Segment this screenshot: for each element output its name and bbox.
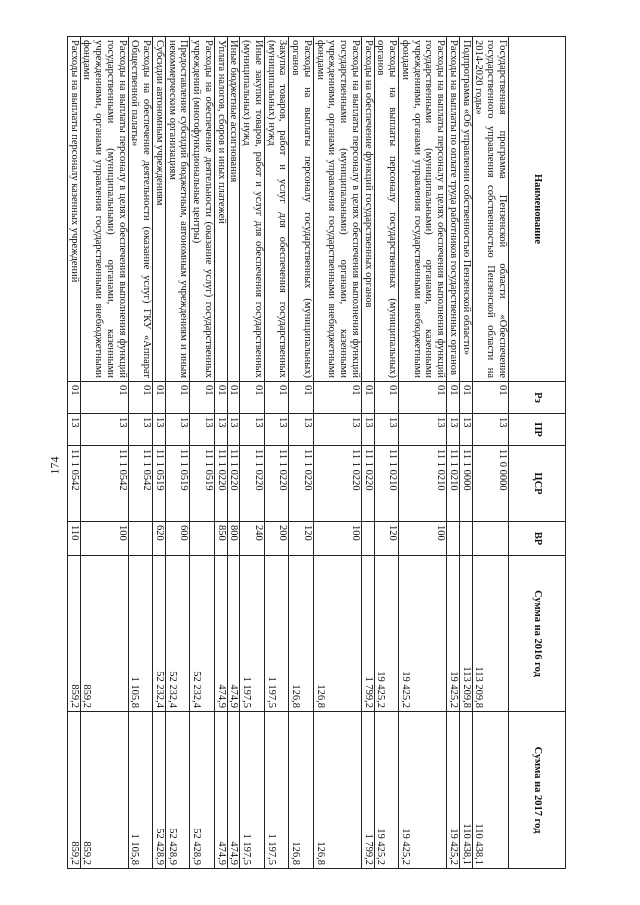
cell-name: Расходы на выплаты персоналу государственных (муниципальных) органов xyxy=(374,37,399,382)
table-row xyxy=(80,37,128,869)
cell-name: Расходы на обеспечение деятельности (оказание услуг) государственных учреждений (многофункциональные центры) xyxy=(190,37,215,382)
cell-sum-2017: 126,8 xyxy=(314,712,362,869)
cell-sum-2016: 19 425,2 xyxy=(399,556,447,712)
cell-pr: 13 xyxy=(215,414,228,446)
header-rz: Рз xyxy=(509,382,566,414)
cell-pr: 13 xyxy=(265,414,290,446)
cell-vr: 120 xyxy=(289,522,314,556)
cell-name: Расходы на выплаты персоналу казенных учреждений xyxy=(68,37,81,382)
cell-sum-2017: 110 438,1 xyxy=(460,712,473,869)
cell-vr: 100 xyxy=(80,522,128,556)
table-row xyxy=(240,37,265,869)
cell-sum-2016: 52 232,4 xyxy=(190,556,215,712)
cell-vr xyxy=(128,522,153,556)
header-vr: ВР xyxy=(509,522,566,556)
cell-sum-2016: 859,2 xyxy=(80,556,128,712)
cell-csr: 11 1 0210 xyxy=(374,446,399,522)
cell-sum-2016: 19 425,2 xyxy=(447,556,460,712)
cell-csr: 11 1 0210 xyxy=(399,446,447,522)
cell-pr: 13 xyxy=(68,414,81,446)
cell-name: Расходы на обеспечение функций государственных органов xyxy=(362,37,375,382)
cell-name: Субсидии автономным учреждениям xyxy=(153,37,166,382)
table-body xyxy=(68,37,509,869)
cell-pr: 13 xyxy=(166,414,191,446)
budget-table xyxy=(67,36,566,869)
cell-sum-2016: 126,8 xyxy=(314,556,362,712)
cell-rz: 01 xyxy=(447,382,460,414)
cell-name: Иные бюджетные ассигнования xyxy=(227,37,240,382)
cell-sum-2017: 52 428,9 xyxy=(153,712,166,869)
cell-sum-2016: 52 232,4 xyxy=(153,556,166,712)
table-row xyxy=(128,37,153,869)
table-row xyxy=(166,37,191,869)
table-row xyxy=(362,37,375,869)
cell-rz: 01 xyxy=(399,382,447,414)
cell-sum-2017: 52 428,9 xyxy=(190,712,215,869)
cell-rz: 01 xyxy=(362,382,375,414)
cell-sum-2017: 1 105,8 xyxy=(128,712,153,869)
cell-vr xyxy=(362,522,375,556)
cell-pr: 13 xyxy=(460,414,473,446)
cell-sum-2017: 19 425,2 xyxy=(374,712,399,869)
cell-pr: 13 xyxy=(128,414,153,446)
cell-pr: 13 xyxy=(472,414,508,446)
page-number: 174 xyxy=(47,456,62,475)
cell-rz: 01 xyxy=(314,382,362,414)
header-csr: ЦСР xyxy=(509,446,566,522)
cell-sum-2017: 110 438,1 xyxy=(472,712,508,869)
cell-sum-2017: 474,9 xyxy=(227,712,240,869)
cell-rz: 01 xyxy=(190,382,215,414)
cell-rz: 01 xyxy=(215,382,228,414)
cell-rz: 01 xyxy=(265,382,290,414)
cell-csr: 11 1 0220 xyxy=(265,446,290,522)
cell-rz: 01 xyxy=(68,382,81,414)
cell-sum-2017: 1 197,5 xyxy=(240,712,265,869)
cell-sum-2016: 859,2 xyxy=(68,556,81,712)
cell-sum-2016: 113 209,8 xyxy=(472,556,508,712)
header-sum-2017: Сумма на 2017 год xyxy=(509,712,566,869)
cell-sum-2016: 113 209,8 xyxy=(460,556,473,712)
cell-vr: 200 xyxy=(265,522,290,556)
cell-name: Расходы на обеспечение деятельности (оказание услуг) ГКУ «Аппарат Общественной палаты» xyxy=(128,37,153,382)
table-row xyxy=(153,37,166,869)
cell-rz: 01 xyxy=(166,382,191,414)
cell-sum-2016: 1 197,5 xyxy=(240,556,265,712)
cell-rz: 01 xyxy=(472,382,508,414)
cell-sum-2016: 1 197,5 xyxy=(265,556,290,712)
cell-pr: 13 xyxy=(240,414,265,446)
cell-name: Подпрограмма «Об управлении собственностью Пензенской области» xyxy=(460,37,473,382)
cell-name: Иные закупки товаров, работ и услуг для обеспечения государственных (муниципальных) нужд xyxy=(240,37,265,382)
table-header-row xyxy=(509,37,566,869)
cell-pr: 13 xyxy=(190,414,215,446)
cell-sum-2017: 19 425,2 xyxy=(447,712,460,869)
cell-rz: 01 xyxy=(240,382,265,414)
cell-vr: 800 xyxy=(227,522,240,556)
table-row xyxy=(374,37,399,869)
cell-vr xyxy=(460,522,473,556)
cell-vr: 620 xyxy=(153,522,166,556)
cell-sum-2016: 126,8 xyxy=(289,556,314,712)
cell-rz: 01 xyxy=(289,382,314,414)
cell-csr: 11 1 0220 xyxy=(240,446,265,522)
cell-csr: 11 0 0000 xyxy=(472,446,508,522)
table-row xyxy=(289,37,314,869)
cell-name: Расходы на выплаты по оплате труда работников государственных органов xyxy=(447,37,460,382)
cell-vr: 240 xyxy=(240,522,265,556)
cell-sum-2016: 474,9 xyxy=(227,556,240,712)
cell-csr: 11 1 0220 xyxy=(362,446,375,522)
table-row xyxy=(227,37,240,869)
cell-csr: 11 1 0210 xyxy=(447,446,460,522)
cell-vr: 100 xyxy=(314,522,362,556)
cell-sum-2017: 474,9 xyxy=(215,712,228,869)
header-pr: ПР xyxy=(509,414,566,446)
table-row xyxy=(447,37,460,869)
cell-vr: 120 xyxy=(374,522,399,556)
cell-csr: 11 1 0220 xyxy=(314,446,362,522)
cell-pr: 13 xyxy=(362,414,375,446)
cell-sum-2017: 1 197,5 xyxy=(265,712,290,869)
cell-pr: 13 xyxy=(80,414,128,446)
table-row xyxy=(190,37,215,869)
cell-pr: 13 xyxy=(153,414,166,446)
cell-name: Расходы на выплаты персоналу государственных (муниципальных) органов xyxy=(289,37,314,382)
cell-vr xyxy=(472,522,508,556)
cell-pr: 13 xyxy=(399,414,447,446)
cell-name: Расходы на выплаты персоналу в целях обеспечения выполнения функций государственными (муниципальными) органами, казенными учреждениями, органами управления государственными внебюджетными фондами xyxy=(314,37,362,382)
cell-csr: 11 1 0000 xyxy=(460,446,473,522)
cell-csr: 11 1 0519 xyxy=(190,446,215,522)
cell-name: Закупка товаров, работ и услуг для обеспечения государственных (муниципальных) нужд xyxy=(265,37,290,382)
cell-sum-2016: 1 105,8 xyxy=(128,556,153,712)
cell-vr xyxy=(190,522,215,556)
cell-rz: 01 xyxy=(128,382,153,414)
cell-rz: 01 xyxy=(374,382,399,414)
cell-csr: 11 1 0519 xyxy=(153,446,166,522)
cell-sum-2016: 19 425,2 xyxy=(374,556,399,712)
cell-sum-2017: 126,8 xyxy=(289,712,314,869)
table-row xyxy=(265,37,290,869)
cell-rz: 01 xyxy=(153,382,166,414)
cell-csr: 11 1 0542 xyxy=(80,446,128,522)
table-row xyxy=(472,37,508,869)
cell-sum-2017: 1 799,2 xyxy=(362,712,375,869)
cell-csr: 11 1 0220 xyxy=(215,446,228,522)
cell-name: Уплата налогов, сборов и иных платежей xyxy=(215,37,228,382)
cell-sum-2016: 52 232,4 xyxy=(166,556,191,712)
cell-pr: 13 xyxy=(227,414,240,446)
cell-name: Предоставление субсидий бюджетным, автономным учреждениям и иным некоммерческим организациям xyxy=(166,37,191,382)
cell-pr: 13 xyxy=(447,414,460,446)
cell-csr: 11 1 0220 xyxy=(227,446,240,522)
cell-sum-2017: 859,2 xyxy=(80,712,128,869)
cell-rz: 01 xyxy=(460,382,473,414)
cell-sum-2017: 52 428,9 xyxy=(166,712,191,869)
cell-pr: 13 xyxy=(374,414,399,446)
cell-rz: 01 xyxy=(227,382,240,414)
cell-name: Расходы на выплаты персоналу в целях обеспечения выполнения функций государственными (муниципальными) органами, казенными учреждениями, органами управления государственными внебюджетными фондами xyxy=(80,37,128,382)
table-row xyxy=(215,37,228,869)
table-row xyxy=(314,37,362,869)
cell-vr: 600 xyxy=(166,522,191,556)
cell-csr: 11 1 0220 xyxy=(289,446,314,522)
rotated-table-container xyxy=(68,36,566,868)
cell-vr: 110 xyxy=(68,522,81,556)
cell-sum-2017: 19 425,2 xyxy=(399,712,447,869)
cell-sum-2016: 1 799,2 xyxy=(362,556,375,712)
header-sum-2016: Сумма на 2016 год xyxy=(509,556,566,712)
table-row xyxy=(68,37,81,869)
cell-rz: 01 xyxy=(80,382,128,414)
cell-sum-2016: 474,9 xyxy=(215,556,228,712)
cell-csr: 11 1 0519 xyxy=(166,446,191,522)
header-name: Наименование xyxy=(509,37,566,382)
cell-csr: 11 1 0542 xyxy=(68,446,81,522)
cell-csr: 11 1 0542 xyxy=(128,446,153,522)
cell-name: Расходы на выплаты персоналу в целях обеспечения выполнения функций государственными (муниципальными) органами, казенными учреждениями, органами управления государственными внебюджетными фондами xyxy=(399,37,447,382)
cell-vr xyxy=(447,522,460,556)
table-row xyxy=(399,37,447,869)
cell-name: Государственная программа Пензенской области «Обеспечение государственного управления собственностью Пензенской области на 2014-2020 годы» xyxy=(472,37,508,382)
cell-vr: 850 xyxy=(215,522,228,556)
cell-vr: 100 xyxy=(399,522,447,556)
cell-pr: 13 xyxy=(289,414,314,446)
table-row xyxy=(460,37,473,869)
cell-sum-2017: 859,2 xyxy=(68,712,81,869)
cell-pr: 13 xyxy=(314,414,362,446)
